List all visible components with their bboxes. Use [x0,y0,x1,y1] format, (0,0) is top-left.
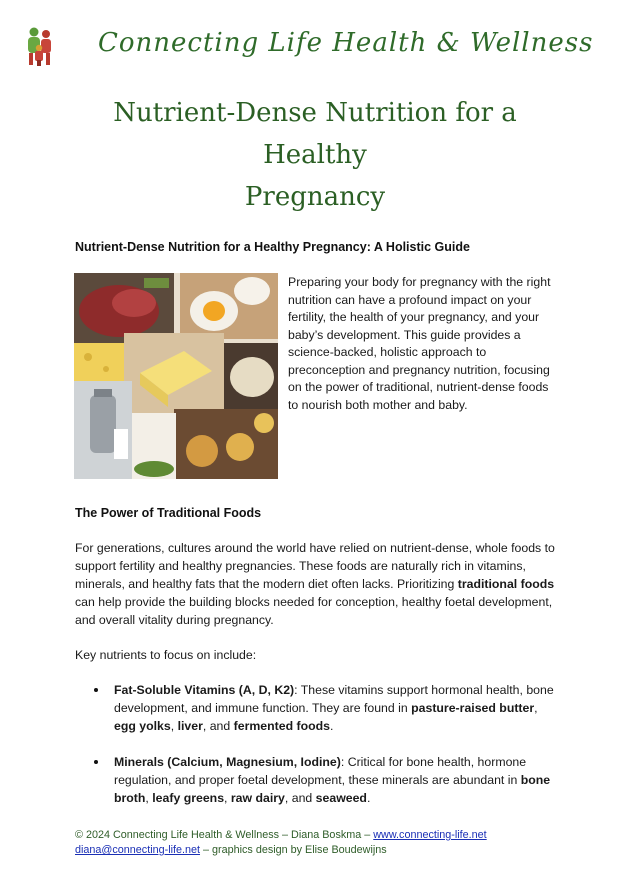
power-text-end: can help provide the building blocks needed for conception, healthy foetal development, and overall vitality during pregnancy. [75,595,553,627]
page-header [0,18,624,72]
website-link[interactable]: www.connecting-life.net [373,829,487,841]
guide-heading: Nutrient-Dense Nutrition for a Healthy Pregnancy: A Holistic Guide [75,240,470,254]
separator: , [534,701,538,715]
footer-line-2 [75,843,595,858]
separator: , [145,791,153,805]
footer-line-1 [75,828,595,843]
page-title-line-2: Pregnancy [244,182,386,212]
list-item-title: Minerals (Calcium, Magnesium, Iodine) [114,755,341,769]
list-item-title: Fat-Soluble Vitamins (A, D, K2) [114,683,295,697]
list-item-text: : These vitamins support hormonal health, bone development, and immune function. They are found in [114,683,554,715]
separator: , and [284,791,316,805]
key-nutrients-intro: Key nutrients to focus on include: [75,648,257,662]
list-item [75,753,561,807]
power-paragraph [75,539,565,629]
separator: . [330,719,334,733]
email-link[interactable]: diana@connecting-life.net [75,844,201,856]
copyright-text: © 2024 Connecting Life Health & Wellness – Diana Boskma – [75,829,374,841]
traditional-foods-term: traditional foods [457,577,555,591]
food-term: leafy greens [152,791,225,805]
list-item-text: : Critical for bone health, hormone regulation, and proper foetal development, these minerals are abundant in [114,755,527,787]
guide-intro-paragraph: Preparing your body for pregnancy with the right nutrition can have a profound impact on your fertility, the health of your pregnancy, and your baby’s development. This guide provides a science-backed, holistic approach to preconception and pregnancy nutrition, focusing on the power of traditional, nutrient-dense foods to nourish both mother and baby. [288,275,551,412]
food-term: raw dairy [230,791,285,805]
power-text-start: For generations, cultures around the world have relied on nutrient-dense, whole foods to support fertility and healthy pregnancies. These foods are naturally rich in vitamins, minerals, and healthy fats that the modern diet often lacks. Prioritizing [75,541,555,591]
list-item [75,681,561,735]
page-footer [75,828,595,858]
food-term: fermented foods [233,719,330,733]
brand-name: Connecting Life Health & Wellness [98,28,594,58]
separator: , [170,719,178,733]
food-term: liver [177,719,203,733]
power-heading: The Power of Traditional Foods [75,506,262,520]
credits-text: – graphics design by Elise Boudewijns [200,844,387,856]
separator: , and [202,719,234,733]
page-title-line-1: Nutrient-Dense Nutrition for a Healthy [113,98,517,170]
food-term: pasture-raised butter [411,701,535,715]
page-title [60,92,570,218]
separator: , [224,791,231,805]
food-term: seaweed [315,791,367,805]
separator: . [366,791,371,805]
food-collage-image [74,273,278,479]
food-term: egg yolks [114,719,171,733]
family-figures-icon [22,26,58,66]
food-term: bone broth [114,773,551,805]
nutrient-list [75,681,561,825]
